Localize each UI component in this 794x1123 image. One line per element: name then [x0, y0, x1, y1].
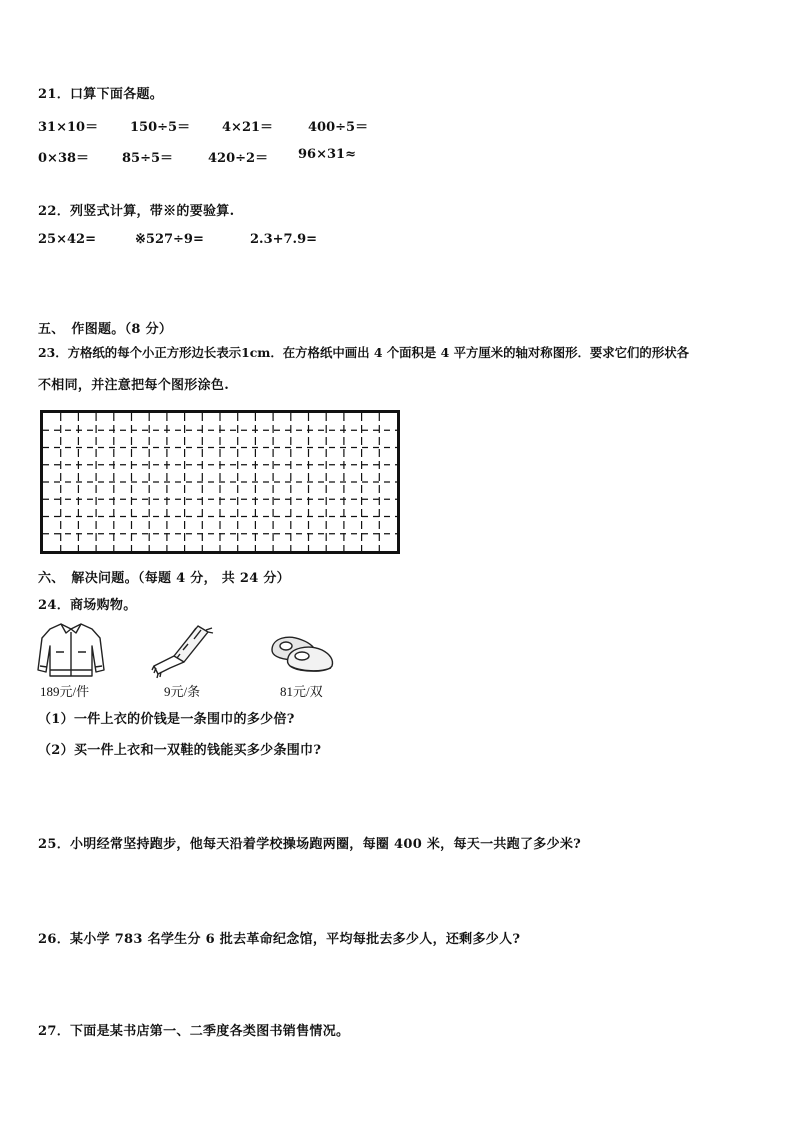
q22-expr: ※527÷9=	[135, 232, 204, 247]
product-jacket	[36, 620, 106, 684]
q21-expr: 420÷2＝	[208, 151, 269, 166]
q26-text: 26．某小学 783 名学生分 6 批去革命纪念馆，平均每批去多少人，还剩多少人?	[38, 932, 521, 947]
q24-sub-1: （1）一件上衣的价钱是一条围巾的多少倍?	[38, 712, 295, 727]
q21-expr: 96×31≈	[298, 147, 356, 162]
grid-paper[interactable]	[40, 410, 400, 554]
section-5-heading: 五、 作图题。（8 分）	[38, 322, 173, 337]
q21-title: 21．口算下面各题。	[38, 87, 164, 102]
q22-expr: 2.3+7.9=	[250, 232, 318, 247]
q25-text: 25．小明经常坚持跑步，他每天沿着学校操场跑两圈，每圈 400 米，每天一共跑了多少米?	[38, 837, 582, 852]
q21-expr: 0×38＝	[38, 151, 90, 166]
product-shoes	[268, 628, 338, 680]
shoes-icon	[268, 628, 338, 676]
scarf-icon	[150, 622, 214, 680]
section-6-heading: 六、 解决问题。（每题 4 分， 共 24 分）	[38, 571, 290, 586]
q23-text-line-1: 23．方格纸的每个小正方形边长表示1cm．在方格纸中画出 4 个面积是 4 平方厘米的轴对称图形．要求它们的形状各	[38, 345, 689, 360]
q24-title: 24．商场购物。	[38, 598, 137, 613]
q21-expr: 400÷5＝	[308, 120, 369, 135]
q22-expr: 25×42=	[38, 232, 96, 247]
scarf-price: 9元/条	[164, 684, 201, 699]
q21-expr: 4×21＝	[222, 120, 274, 135]
q22-title: 22．列竖式计算，带※的要验算.	[38, 204, 235, 219]
q24-sub-2: （2）买一件上衣和一双鞋的钱能买多少条围巾?	[38, 743, 322, 758]
product-scarf	[150, 622, 214, 684]
q23-text-line-2: 不相同，并注意把每个图形涂色.	[38, 378, 230, 393]
q21-expr: 150÷5＝	[130, 120, 191, 135]
jacket-price: 189元/件	[40, 684, 90, 699]
jacket-icon	[36, 620, 106, 680]
q21-expr: 85÷5＝	[122, 151, 174, 166]
q27-text: 27．下面是某书店第一、二季度各类图书销售情况。	[38, 1024, 350, 1039]
q21-expr: 31×10＝	[38, 120, 99, 135]
shoes-price: 81元/双	[280, 684, 323, 699]
